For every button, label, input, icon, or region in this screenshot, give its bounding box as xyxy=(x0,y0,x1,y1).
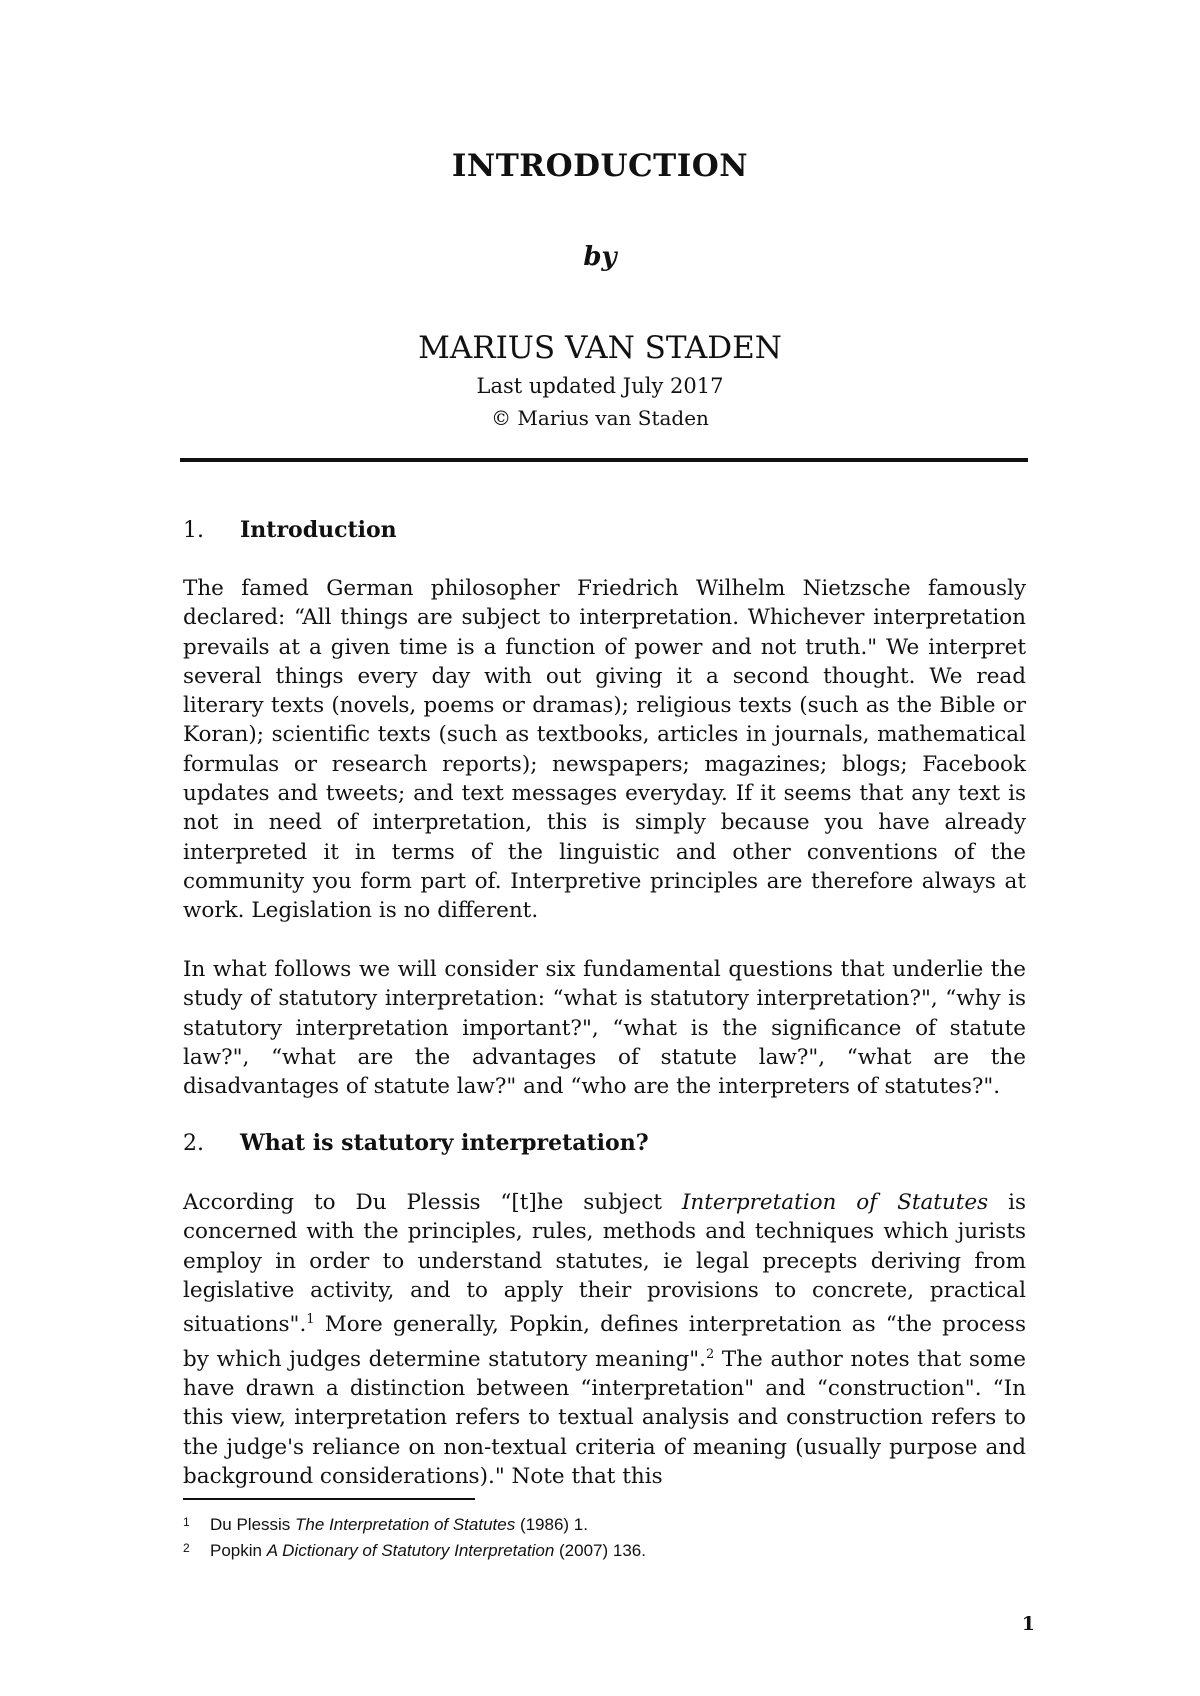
last-updated: Last updated July 2017 xyxy=(476,374,724,398)
paragraph-3 xyxy=(183,1188,1026,1491)
page-number: 1 xyxy=(1021,1613,1035,1635)
paragraph-text: In what follows we will consider six fundamental questions that underlie the study of statutory interpretation: “what is statutory interpretation?", “why is statutory interpretation important?", “what is the significance of statute law?", “what are the advantages of statute law?", “what are the disadvantages of statute law?" and “who are the interpreters of statutes?". xyxy=(183,957,1026,1100)
footnote-ref-1[interactable]: 1 xyxy=(306,1312,315,1328)
document-title: INTRODUCTION xyxy=(451,148,749,184)
footnote-italic: A Dictionary of Statutory Interpretation xyxy=(266,1541,555,1560)
section-heading-1 xyxy=(183,515,397,546)
footnote-italic: The Interpretation of Statutes xyxy=(295,1515,516,1534)
footnote-mark: 1 xyxy=(183,1515,190,1529)
text-run: The author notes that some have drawn a distinction between “interpretation" and “construction". “In this view, interpretation refers to textual analysis and construction refers to the judge's reliance on non-textual criteria of meaning (usually purpose and background considerations)." Note that this xyxy=(183,1346,1026,1489)
footnote-ref-2[interactable]: 2 xyxy=(705,1346,715,1362)
text-run: is concerned with the principles, rules, methods and techniques which jurists employ in order to understand statutes, ie legal precepts deriving from legislative activity, and to apply their provisions to concrete, practical situations". xyxy=(183,1190,1026,1338)
footnote-text: Popkin xyxy=(210,1541,267,1560)
section-number: 2. xyxy=(183,1131,204,1156)
paragraph-1 xyxy=(183,574,1026,926)
footnote-divider xyxy=(183,1498,475,1500)
footnote-text: Du Plessis xyxy=(210,1515,296,1534)
copyright-notice: © Marius van Staden xyxy=(491,406,709,430)
section-number: 1. xyxy=(183,518,204,543)
italic-title: Interpretation of Statutes xyxy=(681,1190,989,1215)
footnote-text: (2007) 136. xyxy=(554,1541,646,1560)
byline: by xyxy=(583,242,617,272)
section-title: What is statutory interpretation? xyxy=(240,1130,649,1156)
footnote-2 xyxy=(183,1536,646,1563)
text-run: More generally, Popkin, defines interpretation as “the process by which judges determine statutory meaning". xyxy=(183,1312,1026,1372)
text-run: According to Du Plessis “[t]he subject xyxy=(183,1190,682,1215)
section-title: Introduction xyxy=(240,517,397,543)
paragraph-2 xyxy=(183,955,1026,1101)
paragraph-text: The famed German philosopher Friedrich Wilhelm Nietzsche famously declared: “All things are subject to interpretation. Whichever interpretation prevails at a given time is a function of power and not truth." We interpret several things every day with out giving it a second thought. We read literary texts (novels, poems or dramas); religious texts (such as the Bible or Koran); scientific texts (such as textbooks, articles in journals, mathematical formulas or research reports); newspapers; magazines; blogs; Facebook updates and tweets; and text messages everyday. If it seems that any text is not in need of interpretation, this is simply because you have already interpreted it in terms of the linguistic and other conventions of the community you form part of. Interpretive principles are therefore always at work. Legislation is no different. xyxy=(183,576,1026,924)
title-divider xyxy=(180,458,1028,462)
paragraph-text xyxy=(183,1188,1026,1491)
footnote-text: (1986) 1. xyxy=(515,1515,588,1534)
footnote-mark: 2 xyxy=(183,1541,190,1555)
footnote-1 xyxy=(183,1510,588,1537)
section-heading-2 xyxy=(183,1128,649,1159)
author-name: MARIUS VAN STADEN xyxy=(418,330,782,366)
